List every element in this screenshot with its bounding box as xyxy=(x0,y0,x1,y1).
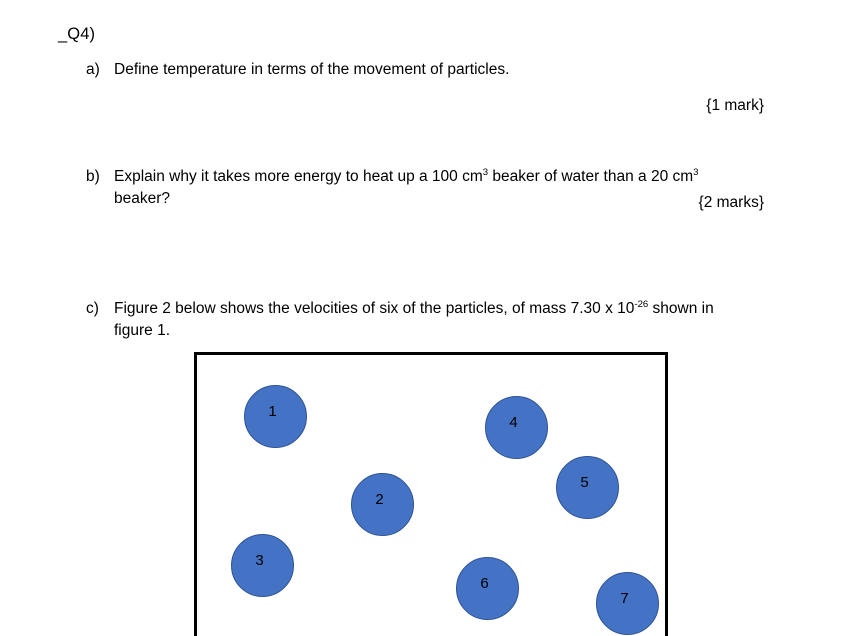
particle-2 xyxy=(351,473,414,536)
part-b-superscript-2: 3 xyxy=(693,166,699,178)
part-a-text: Define temperature in terms of the movement of particles. xyxy=(114,61,510,78)
figure-2-container xyxy=(194,352,668,636)
part-b-letter: b) xyxy=(86,168,100,185)
particle-5 xyxy=(556,456,619,519)
part-a-marks: {1 mark} xyxy=(706,97,764,114)
particle-7 xyxy=(596,572,659,635)
particle-6 xyxy=(456,557,519,620)
part-b-superscript-1: 3 xyxy=(482,166,489,178)
part-a-body xyxy=(114,59,509,81)
particle-label-6: 6 xyxy=(480,575,489,592)
particle-label-2: 2 xyxy=(375,491,384,508)
question-heading: _Q4) xyxy=(58,25,96,43)
part-c-letter: c) xyxy=(86,300,99,317)
question-part-a xyxy=(86,59,509,81)
particle-label-5: 5 xyxy=(580,474,589,491)
particle-label-1: 1 xyxy=(268,403,277,420)
part-c-text-pre: Figure 2 below shows the velocities of six of the particles, of mass 7.30 x 10 xyxy=(114,300,635,317)
particle-1 xyxy=(244,385,307,448)
part-b-line-1 xyxy=(114,166,760,188)
question-part-c xyxy=(86,298,774,342)
part-c-line-1 xyxy=(114,298,774,320)
particle-label-4: 4 xyxy=(509,414,518,431)
part-c-body xyxy=(114,298,774,342)
particle-4 xyxy=(485,396,548,459)
part-b-text-pre: Explain why it takes more energy to heat up a 100 cm xyxy=(114,168,483,185)
particle-label-7: 7 xyxy=(620,590,629,607)
part-b-line-2: beaker? xyxy=(114,190,171,207)
part-c-text-post: shown in xyxy=(648,300,714,317)
part-b-marks: {2 marks} xyxy=(698,194,764,211)
part-c-superscript: -26 xyxy=(634,298,649,310)
part-c-line-2: figure 1. xyxy=(114,322,171,339)
part-a-letter: a) xyxy=(86,61,100,78)
particle-3 xyxy=(231,534,294,597)
particle-label-3: 3 xyxy=(255,552,264,569)
part-b-text-mid: beaker of water than a 20 cm xyxy=(488,168,694,185)
